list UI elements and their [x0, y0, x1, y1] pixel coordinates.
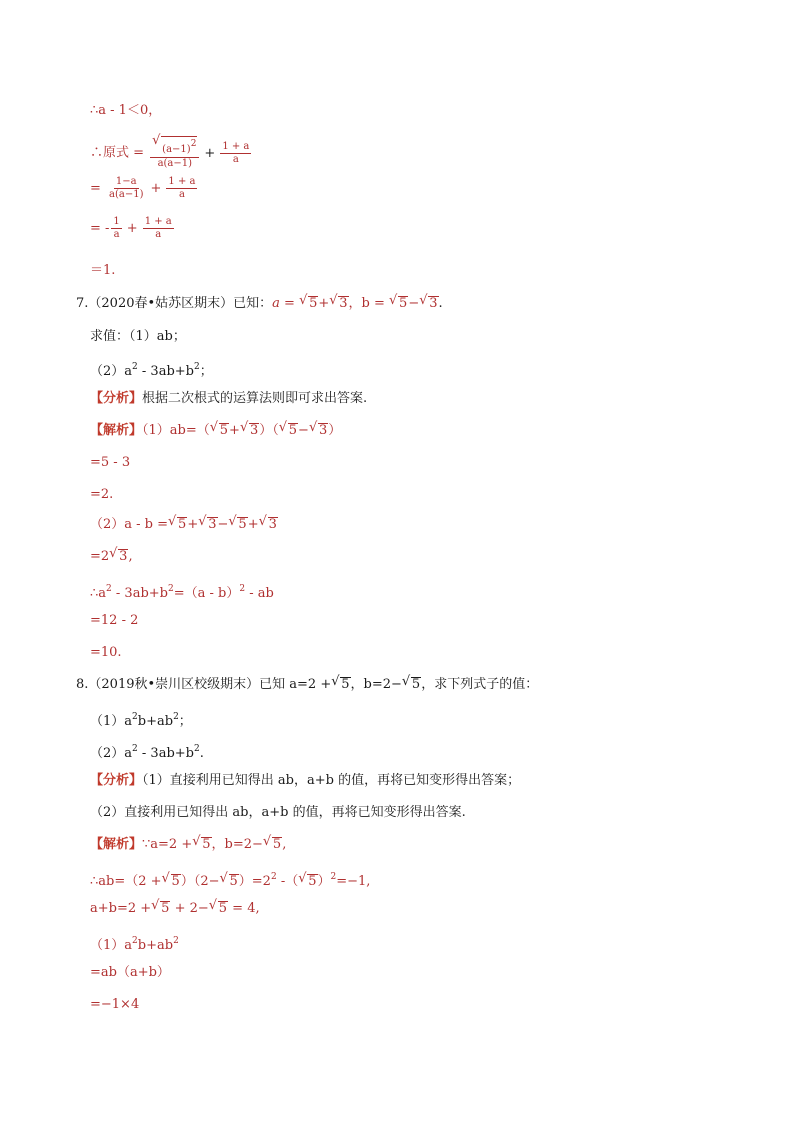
- q7-ask-2: $(2)a^2 - 3ab+b^2$；: [90, 362, 213, 379]
- prev-line-3: = $\frac{1-a}{a(a-1)}$ + $\frac{1 + a}{a}$: [90, 176, 196, 200]
- prev-line-2: ∴原式 = √ $\frac{(a-1)2}{a(a-1)}$ + $\frac{1 + a}{a}$: [90, 136, 253, 170]
- q8-part-2: $(2)a^2 - 3ab+b^2$.: [90, 744, 204, 761]
- q8-solution-2: ∴ab=（2 +√ 5）（2−√ $5)=2^2$ -（√ 5）$^2$=−1,: [90, 868, 370, 891]
- q7-solution-5: =2√ 3,: [90, 548, 133, 566]
- q8-analysis-1: 【分析】（1）直接利用已知得出 ab，a+b 的值，再将已知变形得出答案；: [90, 773, 521, 788]
- q7-solution-6: $\therefore a^2 - 3ab+b^2=(a - b)^2$ - ab: [90, 584, 274, 601]
- fraction: √ $\frac{(a-1)2}{a(a-1)}$: [150, 136, 199, 170]
- fraction: $\frac{1 + a}{a}$: [222, 140, 250, 165]
- q8-solution-3: a+b=2 +√ 5 + 2−√ 5 = 4,: [90, 900, 260, 918]
- q7-solution-4: （2）a - b =√ 5+√ 3−√ 5+√ 3: [90, 516, 278, 534]
- q7-solution-2: =5 - 3: [90, 455, 131, 470]
- q8-solution-1: 【解析】∵a=2 +√ 5，b=2−√ 5,: [90, 836, 286, 854]
- q8-header: 8.（2019秋•崇川区校级期末）已知 a=2 +√ 5，b=2−√ 5，求下列式子的值：: [76, 676, 538, 694]
- q7-solution-8: =10.: [90, 645, 122, 660]
- q7-header: 7.（2020春•姑苏区期末）已知：a = √ 5+√ 3，b = √ 5−√ 3.: [76, 295, 443, 313]
- q8-solution-4: $(1)a^2b+ab^2$: [90, 936, 179, 953]
- prev-line-4: = - $\frac{1}{a}$ + $\frac{1 + a}{a}$: [90, 216, 172, 240]
- q8-solution-6: =−1×4: [90, 997, 140, 1012]
- q8-analysis-2: （2）直接利用已知得出 ab，a+b 的值，再将已知变形得出答案.: [90, 805, 466, 820]
- q7-solution-1: 【解析】（1）ab=（√ 5+√ 3）（√ 5−√ 3）: [90, 422, 341, 440]
- q7-solution-7: =12 - 2: [90, 613, 139, 628]
- q8-solution-5: =ab（a+b）: [90, 965, 170, 980]
- q8-part-1: $(1)a^2b+ab^2$；: [90, 712, 192, 729]
- q7-solution-3: =2.: [90, 487, 114, 502]
- prev-line-1: ∴a - 1＜0，: [90, 103, 162, 118]
- q7-analysis: 【分析】根据二次根式的运算法则即可求出答案.: [90, 391, 368, 406]
- q7-ask-1: 求值：（1）ab；: [90, 329, 186, 344]
- prev-line-5: ＝1.: [90, 263, 116, 278]
